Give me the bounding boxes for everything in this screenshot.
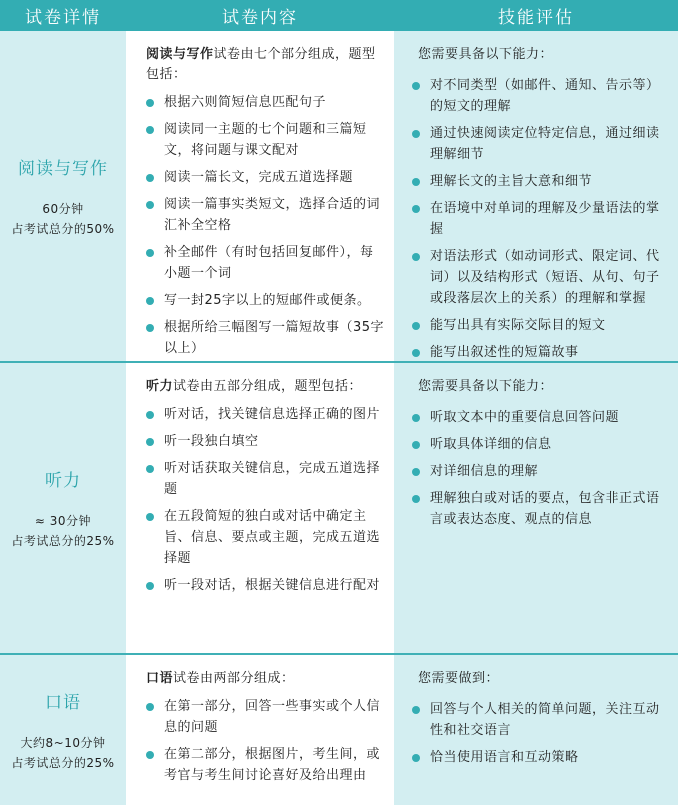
skills-list (410, 407, 670, 530)
section-duration: ≈ 30分钟 (34, 513, 92, 528)
bullet-dot-icon (146, 438, 154, 446)
list-item (146, 317, 386, 359)
content-list (146, 404, 386, 596)
list-item-text: 对不同类型（如邮件、通知、告示等）的短文的理解 (430, 78, 660, 114)
intro-rest: 试卷由两部分组成： (173, 671, 295, 686)
bullet-dot-icon (412, 253, 420, 261)
list-item (410, 342, 670, 363)
bullet-dot-icon (412, 178, 420, 186)
bullet-dot-icon (412, 706, 420, 714)
list-item (146, 119, 386, 161)
list-item (410, 123, 670, 165)
section-skills (394, 363, 678, 653)
section-details (0, 363, 126, 653)
header-exam-content: 试卷内容 (222, 8, 298, 28)
list-item (146, 92, 386, 113)
list-item (410, 747, 670, 768)
bullet-dot-icon (412, 441, 420, 449)
list-item (146, 696, 386, 738)
list-item-text: 听一段独白填空 (164, 434, 259, 449)
list-item-text: 写一封25字以上的短邮件或便条。 (164, 293, 371, 308)
bullet-dot-icon (146, 465, 154, 473)
list-item (410, 246, 670, 309)
bullet-dot-icon (146, 513, 154, 521)
section-skills (394, 655, 678, 805)
list-item-text: 在第一部分，回答一些事实或个人信息的问题 (164, 699, 381, 735)
section-content (126, 363, 394, 653)
bullet-dot-icon (412, 754, 420, 762)
list-item (146, 242, 386, 284)
skills-intro: 您需要具备以下能力： (418, 47, 554, 62)
section-title: 口语 (45, 692, 81, 713)
list-item (410, 171, 670, 192)
bullet-dot-icon (412, 205, 420, 213)
content-intro (146, 377, 386, 397)
content-list (146, 696, 386, 786)
bullet-dot-icon (146, 249, 154, 257)
bullet-dot-icon (412, 414, 420, 422)
list-item-text: 对语法形式（如动词形式、限定词、代词）以及结构形式（短语、从句、句子或段落层次上的关系）的理解和掌握 (430, 249, 660, 306)
section-title: 听力 (45, 470, 81, 491)
list-item (410, 488, 670, 530)
bullet-dot-icon (412, 130, 420, 138)
list-item (146, 194, 386, 236)
list-item (146, 744, 386, 786)
bullet-dot-icon (146, 703, 154, 711)
list-item-text: 听取文本中的重要信息回答问题 (430, 410, 620, 425)
list-item (410, 434, 670, 455)
list-item (410, 461, 670, 482)
bullet-dot-icon (412, 495, 420, 503)
bullet-dot-icon (412, 82, 420, 90)
intro-bold: 阅读与写作 (146, 47, 214, 62)
intro-rest: 试卷由七个部分组成，题型包括： (146, 47, 376, 82)
list-item-text: 理解独白或对话的要点，包含非正式语言或表达态度、观点的信息 (430, 491, 660, 527)
section-skills (394, 31, 678, 361)
bullet-dot-icon (146, 126, 154, 134)
list-item-text: 对详细信息的理解 (430, 464, 539, 479)
list-item-text: 能写出具有实际交际目的短文 (430, 318, 606, 333)
list-item-text: 在第二部分，根据图片，考生间，或考官与考生间讨论喜好及给出理由 (164, 747, 381, 783)
list-item (146, 575, 386, 596)
list-item (410, 315, 670, 336)
list-item-text: 能写出叙述性的短篇故事 (430, 345, 579, 360)
list-item-text: 听对话获取关键信息，完成五道选择题 (164, 461, 381, 497)
section-weight: 占考试总分的25% (11, 533, 115, 548)
content-list (146, 92, 386, 359)
skills-list (410, 699, 670, 768)
skills-list (410, 75, 670, 363)
list-item-text: 恰当使用语言和互动策略 (430, 750, 579, 765)
list-item-text: 理解长文的主旨大意和细节 (430, 174, 593, 189)
header-skill-assessment: 技能评估 (498, 8, 574, 28)
section-duration: 大约8~10分钟 (20, 735, 106, 750)
list-item-text: 根据六则简短信息匹配句子 (164, 95, 327, 110)
list-item (146, 167, 386, 188)
content-intro (146, 669, 386, 689)
intro-bold: 口语 (146, 671, 174, 686)
section-content (126, 31, 394, 361)
bullet-dot-icon (146, 324, 154, 332)
section-title: 阅读与写作 (18, 158, 108, 179)
bullet-dot-icon (146, 411, 154, 419)
list-item-text: 通过快速阅读定位特定信息，通过细读理解细节 (430, 126, 660, 162)
section-duration: 60分钟 (42, 201, 84, 216)
table-header (0, 0, 678, 31)
list-item (146, 458, 386, 500)
list-item-text: 在语境中对单词的理解及少量语法的掌握 (430, 201, 660, 237)
list-item (410, 198, 670, 240)
intro-bold: 听力 (146, 379, 174, 394)
list-item (146, 431, 386, 452)
list-item-text: 听一段对话，根据关键信息进行配对 (164, 578, 381, 593)
list-item-text: 听对话，找关键信息选择正确的图片 (164, 407, 381, 422)
intro-rest: 试卷由五部分组成，题型包括： (173, 379, 363, 394)
list-item-text: 在五段简短的独白或对话中确定主旨、信息、要点或主题，完成五道选择题 (164, 509, 381, 566)
bullet-dot-icon (146, 297, 154, 305)
skills-intro: 您需要做到： (418, 671, 500, 686)
list-item (146, 404, 386, 425)
bullet-dot-icon (146, 582, 154, 590)
section-weight: 占考试总分的25% (11, 755, 115, 770)
list-item-text: 阅读一篇事实类短文，选择合适的词汇补全空格 (164, 197, 381, 233)
content-intro (146, 45, 386, 85)
list-item (410, 75, 670, 117)
bullet-dot-icon (412, 322, 420, 330)
bullet-dot-icon (412, 349, 420, 357)
list-item-text: 阅读一篇长文，完成五道选择题 (164, 170, 354, 185)
bullet-dot-icon (146, 99, 154, 107)
bullet-dot-icon (146, 174, 154, 182)
list-item-text: 根据所给三幅图写一篇短故事（35字以上） (164, 320, 385, 356)
section-details (0, 655, 126, 805)
list-item (410, 699, 670, 741)
section-content (126, 655, 394, 805)
section-weight: 占考试总分的50% (11, 221, 115, 236)
list-item-text: 听取具体详细的信息 (430, 437, 552, 452)
bullet-dot-icon (146, 201, 154, 209)
list-item (146, 506, 386, 569)
bullet-dot-icon (412, 468, 420, 476)
section-speaking (0, 655, 678, 805)
header-exam-details: 试卷详情 (25, 8, 101, 28)
list-item-text: 回答与个人相关的简单问题，关注互动性和社交语言 (430, 702, 660, 738)
list-item-text: 补全邮件（有时包括回复邮件），每小题一个词 (164, 245, 374, 281)
bullet-dot-icon (146, 751, 154, 759)
list-item (146, 290, 386, 311)
section-reading-writing (0, 31, 678, 361)
section-listening (0, 363, 678, 653)
section-details (0, 31, 126, 361)
skills-intro: 您需要具备以下能力： (418, 379, 554, 394)
list-item (410, 407, 670, 428)
list-item-text: 阅读同一主题的七个问题和三篇短文，将问题与课文配对 (164, 122, 367, 158)
